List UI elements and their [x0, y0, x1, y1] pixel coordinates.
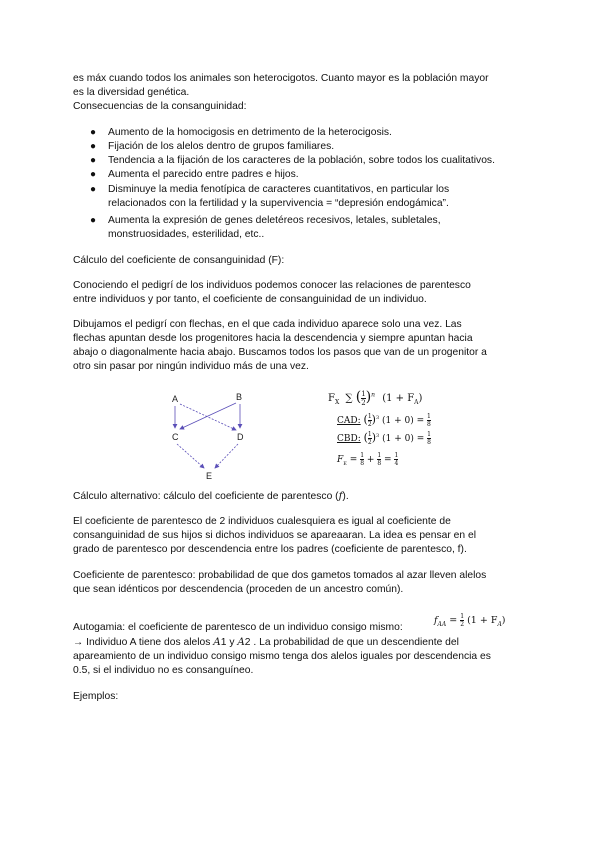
examples-heading: Ejemplos:	[73, 691, 119, 702]
paragraph-line: grado de parentesco por descendencia entre los padres (coeficiente de parentesco, f).	[73, 544, 467, 555]
formula-cbd: CBD: ( $\frac{1}{2}$ )$^3$ (1 + 0) = $\frac{1}{8}$	[337, 431, 431, 446]
bullet-icon: ●	[90, 155, 97, 166]
intro-line: es máx cuando todos los animales son heterocigotos. Cuanto mayor es la población mayor	[73, 73, 489, 84]
list-item: Disminuye la media fenotípica de caracteres cuantitativos, en particular los	[108, 184, 450, 195]
node-e: E	[206, 471, 213, 481]
bullet-icon: ●	[90, 215, 97, 226]
consequences-heading: Consecuencias de la consanguinidad:	[73, 101, 247, 112]
paragraph-line: que sean idénticos por descendencia (proceden de un ancestro común).	[73, 584, 404, 595]
autogamia-line: 0.5, si el individuo no es consanguíneo.	[73, 665, 254, 676]
formula-main: $F_X$ ∑ ( $\frac{1}{2}$ )$^n$ $(1 + F_A)$	[328, 389, 423, 407]
paragraph-line: consanguinidad de sus hijos si dichos individuos se apareaaran. La idea es pensar en el	[73, 530, 476, 541]
paragraph-line: otro sin pasar por ningún individuo más de una vez.	[73, 361, 309, 372]
arrow-c-e	[177, 444, 204, 468]
node-b: B	[236, 392, 243, 402]
bullet-icon: ●	[90, 127, 97, 138]
list-item-continuation: relacionados con la fertilidad y la supervivencia = “depresión endogámica”.	[108, 198, 449, 209]
autogamia-line: apareamiento de un individuo consigo mismo tenga dos alelos iguales por descendencia es	[73, 651, 491, 662]
paragraph-line: entre individuos y por tanto, el coeficiente de consanguinidad de un individuo.	[73, 294, 427, 305]
paragraph-line: flechas apuntan desde los progenitores hacia la descendencia y siempre apuntan hacia	[73, 333, 473, 344]
paragraph-line: El coeficiente de parentesco de 2 individuos cualesquiera es igual al coeficiente de	[73, 516, 451, 527]
autogamia-line: → Individuo A tiene dos alelos A1 y A2 . La probabilidad de que un descendiente del	[73, 636, 459, 648]
formula-fe: $F_E$ = $\frac{1}{8}$ + $\frac{1}{8}$ = $\frac{1}{4}$	[337, 452, 399, 467]
list-item: Aumento de la homocigosis en detrimento de la heterocigosis.	[108, 127, 392, 138]
list-item-continuation: monstruosidades, esterilidad, etc..	[108, 229, 265, 240]
paragraph-line: Dibujamos el pedigrí con flechas, en el que cada individuo aparece solo una vez. Las	[73, 319, 462, 330]
calc-heading: Cálculo del coeficiente de consanguinidad (F):	[73, 255, 285, 266]
list-item: Fijación de los alelos dentro de grupos familiares.	[108, 141, 335, 152]
bullet-icon: ●	[90, 169, 97, 180]
intro-line: es la diversidad genética.	[73, 87, 190, 98]
arrow-b-c	[180, 403, 236, 429]
autogamia-line: Autogamia: el coeficiente de parentesco de un individuo consigo mismo:	[73, 622, 403, 633]
node-a: A	[172, 394, 179, 404]
node-d: D	[237, 432, 244, 442]
formula-fx: F	[328, 393, 335, 404]
paragraph-line: abajo o diagonalmente hacia abajo. Buscamos todos los pasos que van de un progenitor a	[73, 347, 487, 358]
bullet-icon: ●	[90, 184, 97, 195]
formula-autogamia: $f_{AA}$ = $\frac{1}{2}$ $(1 + F_A)$	[434, 613, 506, 628]
list-item: Aumenta la expresión de genes deletéreos recesivos, letales, subletales,	[108, 215, 441, 226]
alt-heading: Cálculo alternativo: cálculo del coeficiente de parentesco (f).	[73, 490, 349, 502]
list-item: Tendencia a la fijación de los caracteres de la población, sobre todos los cualitativos.	[108, 155, 495, 166]
arrow-d-e	[215, 444, 238, 468]
bullet-icon: ●	[90, 141, 97, 152]
list-item: Aumenta el parecido entre padres e hijos.	[108, 169, 299, 180]
paragraph-line: Conociendo el pedigrí de los individuos podemos conocer las relaciones de parentesco	[73, 280, 471, 291]
paragraph-line: Coeficiente de parentesco: probabilidad de que dos gametos tomados al azar lleven alelos	[73, 570, 487, 581]
formula-cad: CAD: ( $\frac{1}{2}$ )$^3$ (1 + 0) = $\frac{1}{8}$	[337, 413, 431, 428]
node-c: C	[172, 432, 179, 442]
pedigree-diagram	[160, 388, 270, 484]
arrow-a-d	[180, 404, 236, 430]
